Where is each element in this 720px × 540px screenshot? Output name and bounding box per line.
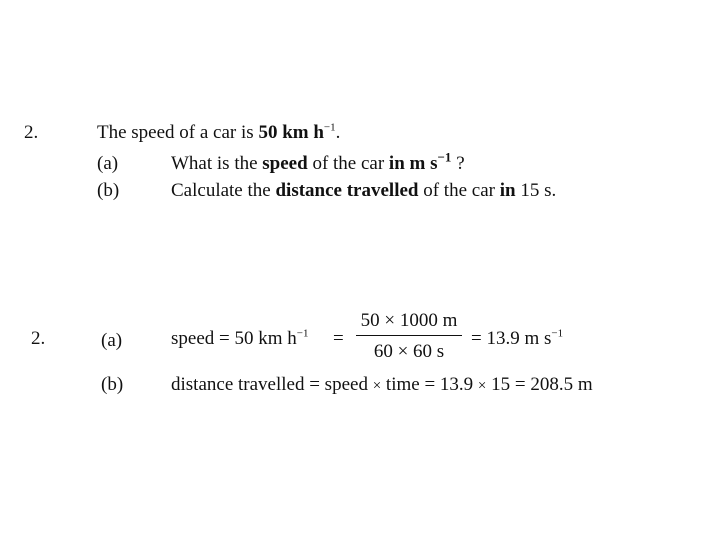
part-b-label: (b) [97,180,120,201]
answer-b-times-1: × [372,378,382,394]
fraction-numerator: 50 × 1000 m [360,310,458,331]
answer-b-text-2: time = 13.9 [385,374,474,395]
stem-pre: The speed of a car is [97,122,259,143]
part-b-mid: of the car [418,180,500,201]
part-b-bold-distance: distance travelled [275,180,419,201]
answer-a-lhs-exponent: −1 [296,327,309,340]
part-a-post: ? [451,153,465,174]
fraction-bar [356,335,462,336]
part-b-text [171,180,556,202]
answer-a-rhs-exponent: −1 [551,327,564,340]
part-a-unit-exponent: −1 [437,149,452,165]
answer-b-times-2: × [477,378,487,394]
part-a-text [171,149,465,175]
answer-number: 2. [31,328,46,349]
answer-a-lhs-text: speed = 50 km h [171,328,297,349]
part-b-value: 15 s. [515,180,557,201]
answer-a-rhs [471,328,563,350]
part-a-pre: What is the [171,153,263,174]
answer-a-rhs-text: = 13.9 m s [471,328,552,349]
answer-b-label: (b) [101,374,124,395]
stem-value: 50 km h [258,122,324,143]
part-a-unit: m s [409,153,438,174]
part-b-in: in [499,180,516,201]
answer-b-text-3: 15 = 208.5 m [491,374,593,395]
question-stem [97,122,340,144]
fraction-denominator: 60 × 60 s [373,341,445,362]
answer-a-equals: = [333,328,344,349]
part-a-mid: of the car [307,153,389,174]
part-a-in: in [388,153,405,174]
part-a-bold-speed: speed [262,153,308,174]
answer-a-lhs [171,328,308,350]
part-b-pre: Calculate the [171,180,276,201]
answer-b-text [171,374,593,396]
answer-b-text-1: distance travelled = speed [171,374,368,395]
stem-post: . [335,122,341,143]
part-a-label: (a) [97,153,119,174]
stem-exponent: −1 [323,121,336,134]
answer-a-label: (a) [101,330,123,351]
question-number: 2. [24,122,39,143]
